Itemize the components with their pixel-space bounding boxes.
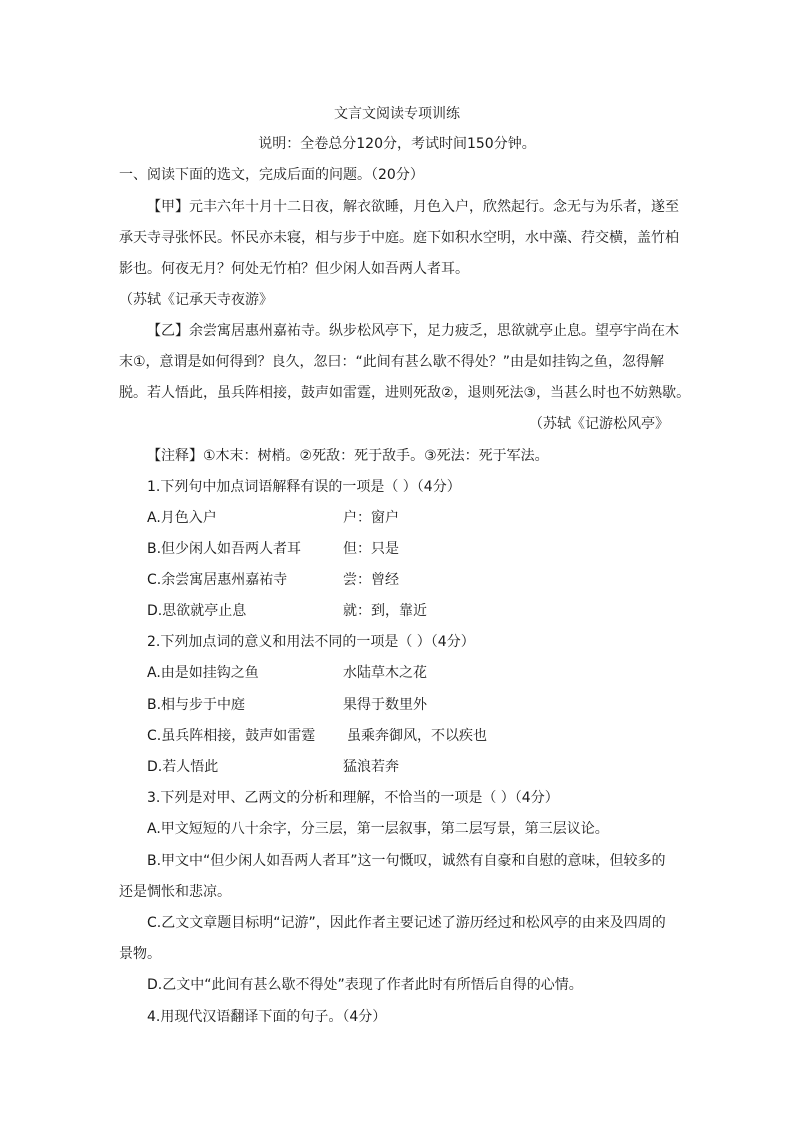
option-left: C.余尝寓居惠州嘉祐寺 (147, 572, 288, 588)
question-stem: 2.下列加点词的意义和用法不同的一项是（ ）（4分） (147, 634, 475, 650)
question-stem: 3.下列是对甲、乙两文的分析和理解，不恰当的一项是（ ）（4分） (147, 790, 559, 806)
passage-source: （苏轼《记游松风亭》 (529, 416, 669, 432)
option-right: 户：窗户 (343, 510, 399, 526)
option-right: 猛浪若奔 (343, 759, 399, 775)
passage-line: 承天寺寻张怀民。怀民亦未寝，相与步于中庭。庭下如积水空明，水中藻、荇交横，盖竹柏 (119, 230, 679, 246)
question-stem: 1.下列句中加点词语解释有误的一项是（ ）（4分） (147, 479, 461, 495)
passage-line: 【甲】元丰六年十月十二日夜，解衣欲睡，月色入户，欣然起行。念无与为乐者，遂至 (147, 199, 679, 215)
option-a: A.甲文短短的八十余字，分三层，第一层叙事，第二层写景，第三层议论。 (147, 821, 609, 837)
notes: 【注释】①木末：树梢。②死敌：死于敌手。③死法：死于军法。 (147, 448, 549, 464)
option-left: A.月色入户 (147, 510, 217, 526)
passage-source: （苏轼《记承天寺夜游》 (119, 292, 273, 308)
question-4-stem: 4.用现代汉语翻译下面的句子。（4分） (147, 1009, 387, 1025)
option-c-cont: 景物。 (119, 946, 161, 962)
passage-line: 影也。何夜无月？何处无竹柏？但少闲人如吾两人者耳。 (119, 261, 469, 277)
option-b: B.甲文中“但少闲人如吾两人者耳”这一句慨叹，诚然有自豪和自慰的意味，但较多的 (147, 853, 666, 869)
option-right: 水陆草木之花 (343, 665, 427, 681)
page-subtitle: 说明：全卷总分120分，考试时间150分钟。 (258, 136, 536, 152)
option-left: A.由是如挂钩之鱼 (147, 665, 259, 681)
option-right: 就：到，靠近 (343, 603, 427, 619)
option-right: 但：只是 (343, 541, 399, 557)
page-title: 文言文阅读专项训练 (334, 106, 460, 122)
option-left: D.思欲就亭止息 (147, 603, 247, 619)
option-right: 尝：曾经 (343, 572, 399, 588)
section-heading: 一、阅读下面的选文，完成后面的问题。（20分） (119, 167, 424, 183)
option-d: D.乙文中“此间有甚么歇不得处”表现了作者此时有所悟后自得的心情。 (147, 977, 583, 993)
option-left: B.相与步于中庭 (147, 697, 246, 713)
passage-line: 脱。若人悟此，虽兵阵相接，鼓声如雷霆，进则死敌②，退则死法③，当甚么时也不妨熟歇。 (119, 385, 691, 401)
option-left: D.若人悟此 (147, 759, 219, 775)
option-b-cont: 还是惆怅和悲凉。 (119, 884, 231, 900)
option-left: B.但少闲人如吾两人者耳 (147, 541, 302, 557)
option-left: C.虽兵阵相接，鼓声如雷霆 (147, 728, 316, 744)
option-right: 果得于数里外 (343, 697, 427, 713)
option-right: 虽乘奔御风，不以疾也 (347, 728, 487, 744)
passage-line: 末①，意谓是如何得到？良久，忽曰：“此间有甚么歇不得处？”由是如挂钩之鱼，忽得解 (119, 354, 665, 370)
passage-line: 【乙】余尝寓居惠州嘉祐寺。纵步松风亭下，足力疲乏，思欲就亭止息。望亭宇尚在木 (147, 323, 679, 339)
option-c: C.乙文文章题目标明“记游”，因此作者主要记述了游历经过和松风亭的由来及四周的 (147, 915, 666, 931)
